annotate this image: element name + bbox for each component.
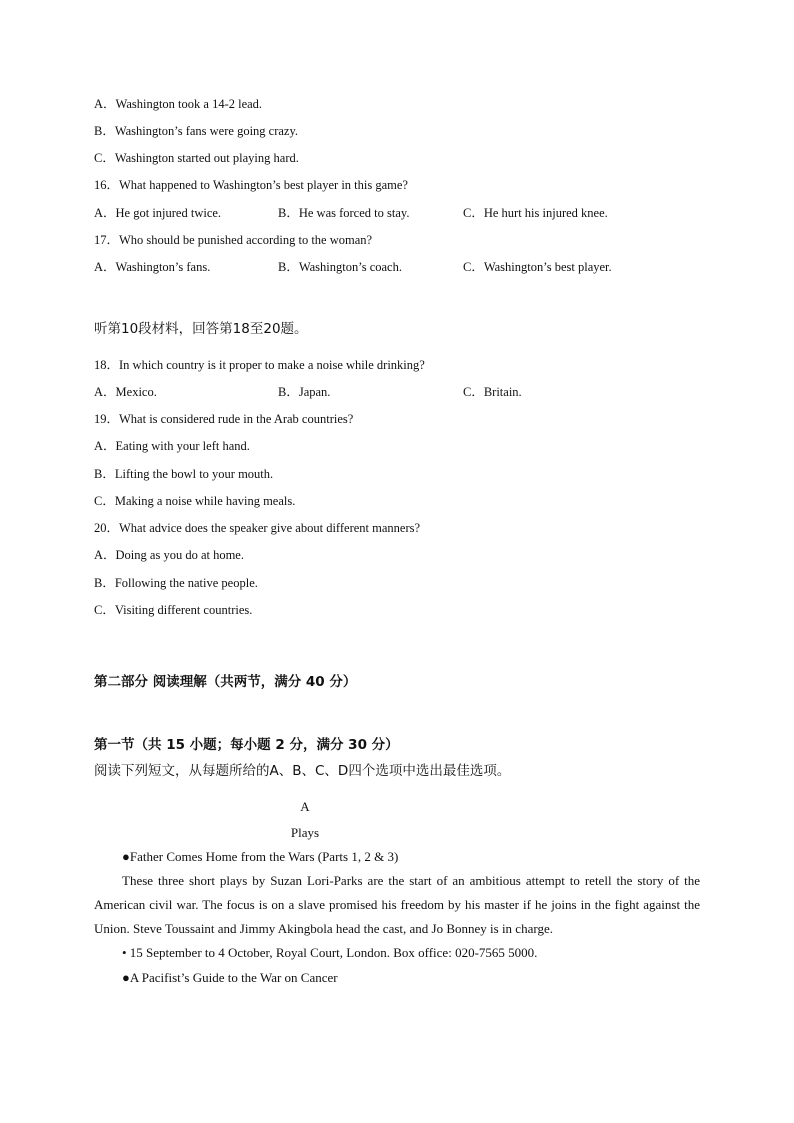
- q18-option-c: C．Britain.: [463, 385, 522, 399]
- q17-question: 17．Who should be punished according to the woman?: [94, 233, 373, 247]
- reading-part-heading: 第二部分 阅读理解（共两节，满分 40 分）: [94, 674, 357, 690]
- q19-question: 19．What is considered rude in the Arab countries?: [94, 412, 354, 426]
- q18-question: 18．In which country is it proper to make a noise while drinking?: [94, 358, 425, 372]
- q20-option-b: B．Following the native people.: [94, 576, 258, 590]
- passage-title: Plays: [290, 825, 320, 840]
- play2-title: ●A Pacifist’s Guide to the War on Cancer: [122, 970, 338, 985]
- play1-title: ●Father Comes Home from the Wars (Parts 1, 2 & 3): [122, 849, 399, 864]
- q16-question: 16．What happened to Washington’s best player in this game?: [94, 178, 408, 192]
- reading-section-heading: 第一节（共 15 小题；每小题 2 分，满分 30 分）: [94, 737, 399, 753]
- q20-option-a: A．Doing as you do at home.: [94, 548, 244, 562]
- reading-instruction: 阅读下列短文，从每题所给的A、B、C、D四个选项中选出最佳选项。: [94, 763, 511, 779]
- q16-option-c: C．He hurt his injured knee.: [463, 206, 608, 220]
- q15-option-c: C．Washington started out playing hard.: [94, 151, 299, 165]
- q19-option-c: C．Making a noise while having meals.: [94, 494, 296, 508]
- q18-option-b: B．Japan.: [278, 385, 331, 399]
- q17-option-b: B．Washington’s coach.: [278, 260, 402, 274]
- q19-option-b: B．Lifting the bowl to your mouth.: [94, 467, 274, 481]
- play1-info: • 15 September to 4 October, Royal Court, London. Box office: 020-7565 5000.: [122, 945, 538, 960]
- q20-question: 20．What advice does the speaker give about different manners?: [94, 521, 421, 535]
- q15-option-a: A．Washington took a 14-2 lead.: [94, 97, 263, 111]
- q16-option-b: B．He was forced to stay.: [278, 206, 410, 220]
- q17-option-c: C．Washington’s best player.: [463, 260, 612, 274]
- q16-option-a: A．He got injured twice.: [94, 206, 222, 220]
- q18-option-a: A．Mexico.: [94, 385, 157, 399]
- passage-letter: A: [300, 799, 310, 814]
- q15-option-b: B．Washington’s fans were going crazy.: [94, 124, 299, 138]
- q19-option-a: A．Eating with your left hand.: [94, 439, 250, 453]
- q17-option-a: A．Washington’s fans.: [94, 260, 211, 274]
- q20-option-c: C．Visiting different countries.: [94, 603, 253, 617]
- section10-heading: 听第10段材料，回答第18至20题。: [94, 321, 308, 337]
- play1-description: These three short plays by Suzan Lori-Parks are the start of an ambitious attempt to retell the story of the American civil war. The focus is on a slave promised his freedom by his master if he joins in the fight against the Union. Steve Toussaint and Jimmy Akingbola head the cast, and Jo Bonney is in charge.: [94, 873, 700, 936]
